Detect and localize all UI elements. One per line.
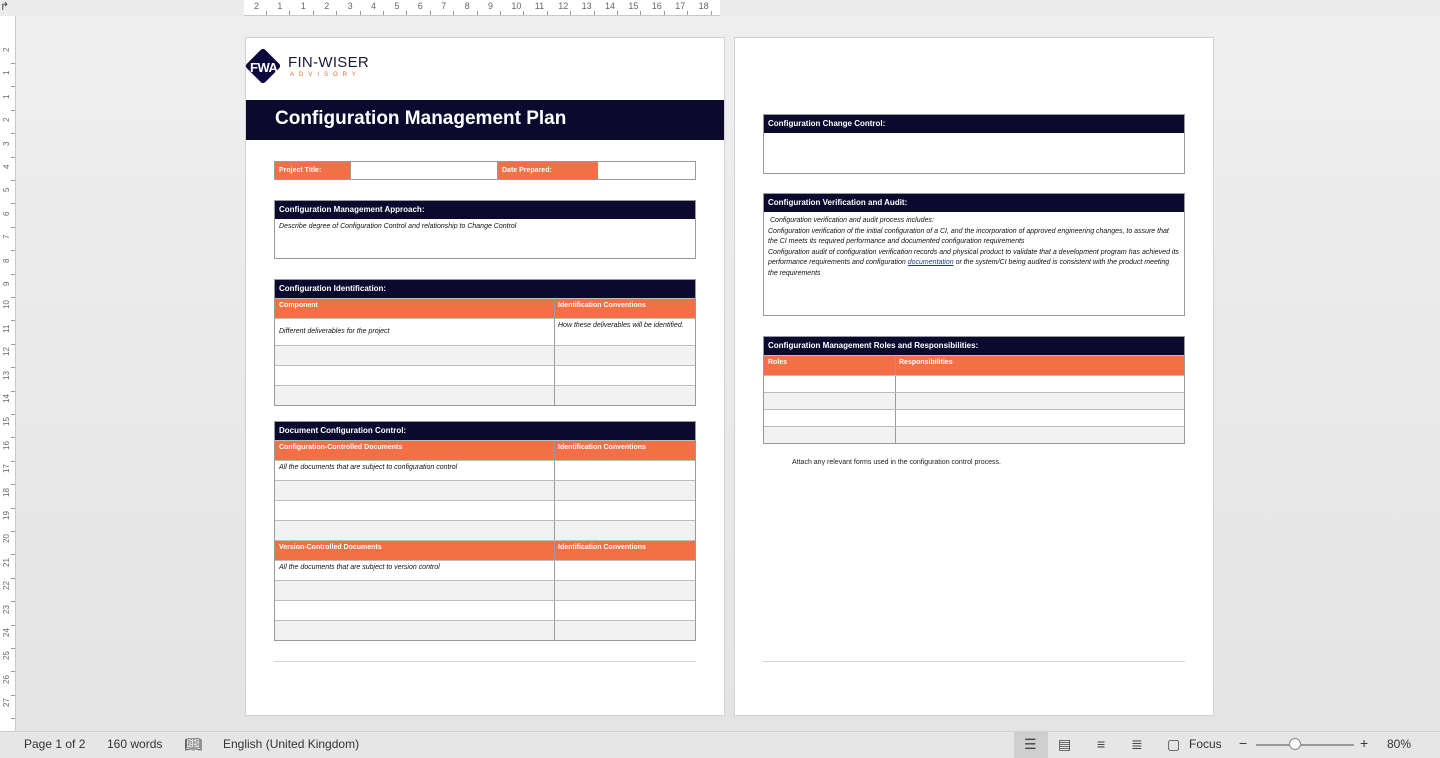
change-control-section <box>763 114 1185 174</box>
ruler-number: 7 <box>2 234 11 240</box>
ruler-number: 16 <box>651 1 662 11</box>
table-cell[interactable] <box>555 521 695 540</box>
ruler-number: 18 <box>698 1 709 11</box>
ruler-tick <box>11 297 15 298</box>
print-layout-icon[interactable]: ☰ <box>1024 736 1037 752</box>
ruler-track[interactable] <box>244 0 720 16</box>
table-row[interactable] <box>275 345 695 365</box>
ruler-number: 27 <box>2 698 11 708</box>
zoom-in-button[interactable]: + <box>1360 735 1369 751</box>
ruler-tick <box>11 320 15 321</box>
focus-button[interactable]: Focus <box>1189 737 1222 751</box>
ruler-number: 17 <box>2 464 11 474</box>
ruler-tick <box>664 11 665 15</box>
responsibilities-column-header: Responsibilities <box>899 359 953 366</box>
table-row[interactable] <box>275 560 695 580</box>
roles-header: Configuration Management Roles and Responsibilities: <box>764 337 1184 355</box>
ruler-tick <box>266 11 267 15</box>
draft-view-icon[interactable]: ≣ <box>1131 736 1143 752</box>
verification-line: Configuration verification and audit process includes: <box>770 217 934 224</box>
ruler-tick <box>11 110 15 111</box>
ruler-number: 17 <box>675 1 686 11</box>
table-cell[interactable] <box>275 581 555 600</box>
roles-column-header: Roles <box>764 356 896 375</box>
page-1[interactable] <box>246 38 724 715</box>
document-control-section <box>274 421 696 641</box>
table-cell[interactable] <box>555 481 695 500</box>
ruler-tick <box>11 133 15 134</box>
verification-line: Configuration verification of the initial configuration of a CI, and the incorporation of approved engineering changes, to assure that the CI meets its required performance and documented configuration requirements <box>768 227 1169 245</box>
zoom-slider-track[interactable] <box>1256 744 1354 746</box>
ruler-number: 10 <box>511 1 522 11</box>
table-row[interactable] <box>275 460 695 480</box>
table-cell[interactable] <box>764 393 896 409</box>
table-cell[interactable] <box>555 346 695 365</box>
page-count[interactable]: Page 1 of 2 <box>24 737 86 751</box>
table-cell[interactable] <box>555 386 695 405</box>
word-count[interactable]: 160 words <box>107 737 163 751</box>
ruler-number: 1 <box>300 1 306 11</box>
ruler-number: 7 <box>441 1 447 11</box>
verification-body[interactable] <box>764 212 1184 283</box>
ruler-number: 6 <box>417 1 423 11</box>
ruler-tick <box>640 11 641 15</box>
ruler-tick <box>570 11 571 15</box>
ruler-number: 4 <box>2 164 11 169</box>
ruler-number: 16 <box>2 440 11 450</box>
ruler-tick <box>11 531 15 532</box>
ruler-number: 2 <box>2 47 11 52</box>
ruler-tick <box>11 648 15 649</box>
version-docs-column-header: Version-Controlled Documents <box>275 541 555 560</box>
ruler-number: 12 <box>558 1 569 11</box>
table-cell[interactable] <box>764 410 896 426</box>
outline-view-icon[interactable]: ≡ <box>1097 736 1106 752</box>
table-cell[interactable] <box>896 376 1184 392</box>
page-footer-line <box>763 661 1185 662</box>
table-cell[interactable] <box>555 621 695 640</box>
ruler-tick <box>11 718 15 719</box>
table-cell[interactable] <box>275 621 555 640</box>
documentation-link[interactable]: documentation <box>907 259 954 266</box>
ruler-number: 20 <box>2 534 11 544</box>
roles-column-headers <box>764 355 1184 375</box>
conventions-column-header: Identification Conventions <box>558 544 646 551</box>
table-cell[interactable] <box>896 410 1184 426</box>
ruler-tick <box>11 414 15 415</box>
ruler-number: 6 <box>2 211 11 216</box>
ruler-tick <box>336 11 337 15</box>
conventions-column-header: Identification Conventions <box>558 302 646 309</box>
identification-column-headers <box>275 298 695 318</box>
ruler-tick <box>547 11 548 15</box>
ruler-tick <box>11 625 15 626</box>
ruler-tick <box>711 11 712 15</box>
ruler-tick <box>594 11 595 15</box>
document-control-header: Document Configuration Control: <box>275 422 695 440</box>
ruler-number: 19 <box>2 511 11 520</box>
ruler-tick <box>11 367 15 368</box>
verification-text: Configuration audit of configuration verification records and physical product to validate that a development program has achieved its performance requirements and configuration <box>768 248 1179 266</box>
ruler-number: 26 <box>2 674 11 684</box>
ruler-number: 4 <box>371 1 377 11</box>
table-cell[interactable] <box>555 461 695 480</box>
change-control-body[interactable] <box>764 133 1184 141</box>
table-cell[interactable] <box>764 376 896 392</box>
ruler-tick <box>523 11 524 15</box>
table-row[interactable] <box>275 480 695 500</box>
ruler-tick <box>11 461 15 462</box>
ruler-tick <box>11 180 15 181</box>
table-cell[interactable] <box>275 366 555 385</box>
ruler-tick <box>11 695 15 696</box>
table-cell[interactable] <box>275 521 555 540</box>
ruler-tick <box>11 508 15 509</box>
date-prepared-label: Date Prepared: <box>498 162 598 179</box>
attach-forms-note[interactable]: Attach any relevant forms used in the configuration control process. <box>792 459 1001 466</box>
horizontal-ruler[interactable] <box>0 0 1440 16</box>
table-row[interactable] <box>275 318 695 345</box>
identification-section <box>274 279 696 406</box>
table-cell[interactable] <box>275 601 555 620</box>
ruler-tick <box>11 203 15 204</box>
ruler-tick <box>11 578 15 579</box>
ruler-number: 11 <box>534 1 545 11</box>
project-info-row <box>274 161 696 180</box>
zoom-out-button[interactable]: − <box>1239 735 1248 751</box>
ruler-tick <box>313 11 314 15</box>
ruler-number: 23 <box>2 604 11 614</box>
controlled-docs-column-header: Configuration-Controlled Documents <box>275 441 555 460</box>
ruler-number: 10 <box>2 300 11 310</box>
ruler-number: 1 <box>2 94 11 99</box>
page-2[interactable] <box>735 38 1213 715</box>
table-cell[interactable] <box>275 481 555 500</box>
roles-section <box>763 336 1185 444</box>
ruler-tick <box>617 11 618 15</box>
doc-column-headers <box>275 440 695 460</box>
ruler-number: 18 <box>2 487 11 497</box>
ruler-number: 9 <box>2 281 11 286</box>
table-row[interactable] <box>764 375 1184 392</box>
table-cell[interactable]: Different deliverables for the project <box>275 319 555 345</box>
component-column-header: Component <box>275 299 555 318</box>
ruler-number: 8 <box>2 258 11 263</box>
table-cell[interactable] <box>275 346 555 365</box>
ruler-tick <box>289 11 290 15</box>
project-title-field[interactable] <box>350 162 498 179</box>
title-bar <box>246 100 724 140</box>
zoom-level[interactable]: 80% <box>1387 737 1412 751</box>
verification-section <box>763 193 1185 316</box>
logo-brand: FIN-WISER <box>288 54 370 71</box>
ruler-number: 21 <box>2 557 11 567</box>
logo-tagline: ADVISORY <box>290 72 361 78</box>
table-cell[interactable] <box>764 427 896 443</box>
ruler-number: 15 <box>2 417 11 427</box>
table-row[interactable] <box>764 426 1184 443</box>
table-cell[interactable] <box>555 581 695 600</box>
ruler-tick <box>11 86 15 87</box>
table-cell[interactable]: All the documents that are subject to version control <box>275 561 555 580</box>
web-layout-icon[interactable]: ▤ <box>1058 736 1072 752</box>
verification-text: or the system/CI being audited is consistent with the product meeting the requirements <box>768 259 1170 277</box>
table-cell[interactable] <box>275 501 555 520</box>
focus-icon[interactable]: ▢ <box>1167 736 1181 752</box>
logo-mark-text: FWA <box>250 60 278 75</box>
ruler-tick <box>11 274 15 275</box>
status-bar <box>0 731 1440 758</box>
document-title[interactable]: Configuration Management Plan <box>275 108 567 129</box>
ruler-number: 5 <box>394 1 400 11</box>
table-cell[interactable] <box>275 386 555 405</box>
ruler-tick <box>360 11 361 15</box>
approach-section <box>274 200 696 259</box>
ruler-number: 12 <box>2 347 11 357</box>
ruler-number: 5 <box>2 187 11 193</box>
ruler-number: 11 <box>2 324 11 333</box>
ruler-number: 2 <box>2 117 11 123</box>
verification-line <box>768 248 1180 280</box>
ruler-tick <box>687 11 688 15</box>
ruler-number: 22 <box>2 581 11 591</box>
approach-header: Configuration Management Approach: <box>275 201 695 219</box>
ruler-number: 3 <box>2 141 11 146</box>
ruler-number: 14 <box>605 1 616 11</box>
ruler-number: 14 <box>2 394 11 403</box>
change-control-header: Configuration Change Control: <box>764 115 1184 133</box>
ruler-number: 3 <box>347 1 353 11</box>
identification-header: Configuration Identification: <box>275 280 695 298</box>
ruler-tick <box>11 157 15 158</box>
table-row[interactable] <box>275 600 695 620</box>
ruler-number: 8 <box>464 1 470 11</box>
table-cell[interactable] <box>896 427 1184 443</box>
page-footer-line <box>274 661 696 662</box>
date-prepared-field[interactable] <box>598 162 695 179</box>
ruler-number: 1 <box>2 70 11 76</box>
document-canvas[interactable] <box>16 16 1440 731</box>
version-column-headers <box>275 540 695 560</box>
ruler-tick <box>11 484 15 485</box>
table-cell[interactable] <box>555 366 695 385</box>
ruler-tick <box>11 437 15 438</box>
ruler-tick <box>11 344 15 345</box>
table-cell[interactable]: How these deliverables will be identified. <box>558 322 684 329</box>
table-row[interactable] <box>275 365 695 385</box>
ruler-tick <box>383 11 384 15</box>
table-cell[interactable] <box>555 561 695 580</box>
ruler-number: 24 <box>2 628 11 637</box>
table-row[interactable] <box>275 385 695 405</box>
ruler-tick <box>406 11 407 15</box>
proofing-icon[interactable]: 📖︎ <box>184 736 202 752</box>
ruler-number: 2 <box>324 1 330 11</box>
ruler-tick <box>11 63 15 64</box>
table-row[interactable] <box>275 580 695 600</box>
table-row[interactable] <box>275 500 695 520</box>
table-cell[interactable] <box>555 501 695 520</box>
ruler-tick <box>11 250 15 251</box>
tab-selector[interactable]: ↱ <box>0 1 10 13</box>
ruler-number: 13 <box>2 370 11 380</box>
table-row[interactable] <box>764 392 1184 409</box>
ruler-tick <box>453 11 454 15</box>
ruler-tick <box>11 601 15 602</box>
ruler-number: 15 <box>628 1 639 11</box>
zoom-slider-handle[interactable] <box>1289 738 1301 750</box>
project-title-label: Project Title: <box>275 162 350 179</box>
vertical-ruler[interactable] <box>0 16 16 731</box>
logo-mark <box>250 60 286 75</box>
verification-header: Configuration Verification and Audit: <box>764 194 1184 212</box>
ruler-number: 9 <box>488 1 494 11</box>
ruler-tick <box>430 11 431 15</box>
ruler-tick <box>11 671 15 672</box>
conventions-column-header: Identification Conventions <box>558 444 646 451</box>
ruler-tick <box>11 391 15 392</box>
company-logo <box>246 51 386 89</box>
ruler-number: 25 <box>2 651 11 661</box>
ruler-tick <box>11 554 15 555</box>
table-cell[interactable] <box>555 601 695 620</box>
approach-body[interactable]: Describe degree of Configuration Control and relationship to Change Control <box>279 223 517 230</box>
language-indicator[interactable]: English (United Kingdom) <box>223 737 360 751</box>
ruler-tick <box>477 11 478 15</box>
table-row[interactable] <box>764 409 1184 426</box>
table-row[interactable] <box>275 520 695 540</box>
table-row[interactable] <box>275 620 695 640</box>
ruler-number: 1 <box>277 1 283 11</box>
table-cell[interactable]: All the documents that are subject to configuration control <box>275 461 555 480</box>
table-cell[interactable] <box>896 393 1184 409</box>
ruler-tick <box>500 11 501 15</box>
ruler-number: 2 <box>254 1 260 11</box>
ruler-tick <box>11 227 15 228</box>
ruler-number: 13 <box>581 1 592 11</box>
